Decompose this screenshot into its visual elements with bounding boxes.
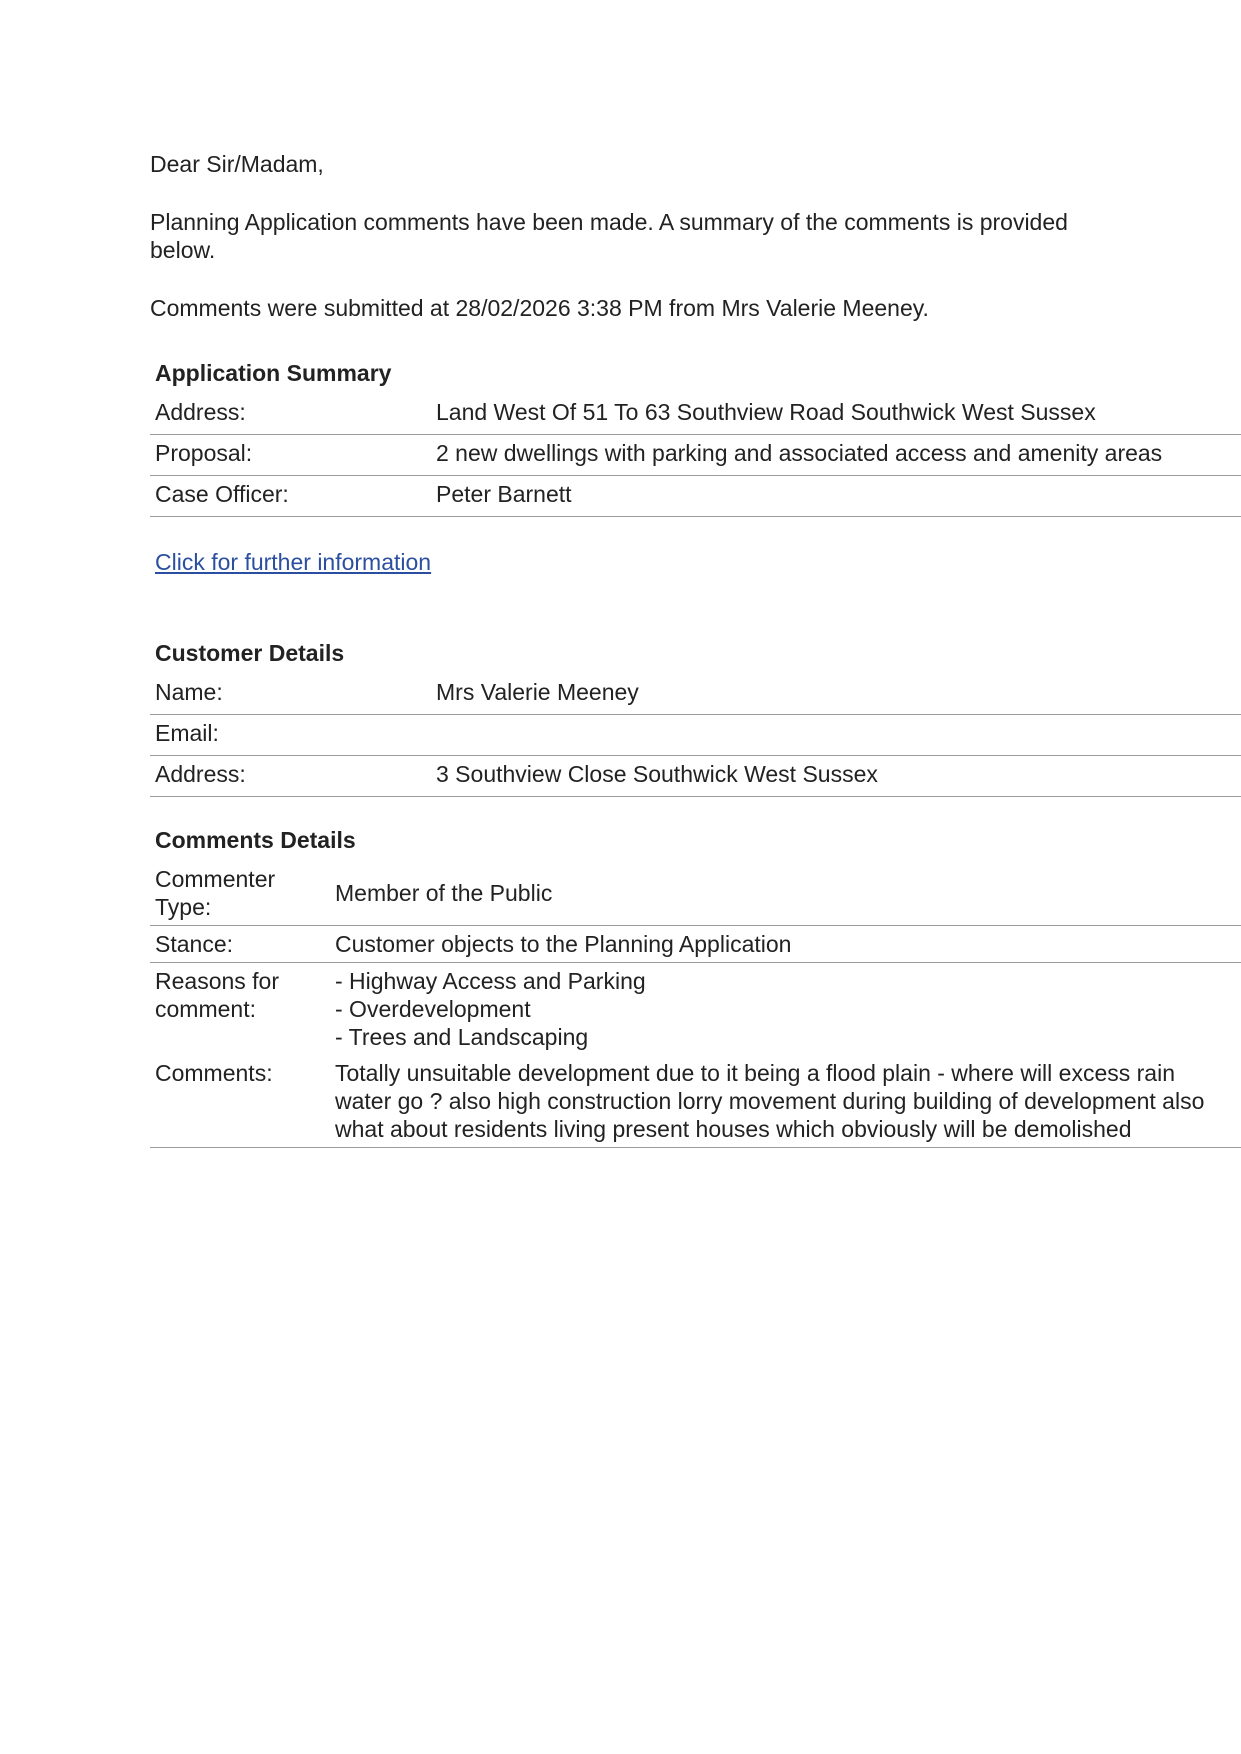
commenter-type-label: Commenter Type: (150, 861, 330, 926)
letter-page (150, 150, 1241, 1148)
customer-details-block (150, 636, 1241, 797)
reasons-list (330, 963, 1241, 1056)
reason-item: - Overdevelopment (335, 996, 531, 1022)
customer-address-label: Address: (150, 756, 431, 797)
submitted-text: Comments were submitted at 28/02/2026 3:38 PM from Mrs Valerie Meeney. (150, 295, 929, 321)
table-row (150, 861, 1241, 926)
greeting: Dear Sir/Madam, (150, 151, 324, 177)
further-info-link-wrap (150, 548, 1241, 582)
comments-details-table (150, 861, 1241, 1148)
table-row (150, 394, 1241, 435)
comments-label: Comments: (150, 1055, 330, 1148)
customer-details-table (150, 674, 1241, 797)
table-row (150, 1055, 1241, 1148)
table-row (150, 926, 1241, 963)
name-label: Name: (150, 674, 431, 715)
application-summary-table (150, 394, 1241, 517)
table-row (150, 435, 1241, 476)
case-officer-label: Case Officer: (150, 476, 431, 517)
table-row (150, 963, 1241, 1056)
application-summary-title: Application Summary (155, 360, 392, 386)
table-row (150, 674, 1241, 715)
customer-address-value: 3 Southview Close Southwick West Sussex (431, 756, 1241, 797)
address-label: Address: (150, 394, 431, 435)
further-info-link[interactable]: Click for further information (155, 549, 432, 575)
intro-text: Planning Application comments have been made. A summary of the comments is provided below. (150, 209, 1068, 263)
name-value: Mrs Valerie Meeney (431, 674, 1241, 715)
case-officer-value: Peter Barnett (431, 476, 1241, 517)
stance-value: Customer objects to the Planning Application (330, 926, 1241, 963)
table-row (150, 476, 1241, 517)
email-label: Email: (150, 715, 431, 756)
table-row (150, 715, 1241, 756)
reasons-label: Reasons for comment: (155, 968, 280, 1022)
reason-item: - Trees and Landscaping (335, 1024, 589, 1050)
email-value (431, 715, 1241, 756)
stance-label: Stance: (150, 926, 330, 963)
customer-details-title: Customer Details (155, 640, 345, 666)
comments-details-title: Comments Details (155, 827, 356, 853)
address-value: Land West Of 51 To 63 Southview Road Southwick West Sussex (431, 394, 1241, 435)
proposal-value: 2 new dwellings with parking and associated access and amenity areas (431, 435, 1241, 476)
comments-value: Totally unsuitable development due to it being a flood plain - where will excess rain water go ? also high construction lorry movement during building of development also what about residents living present houses which obviously will be demolished (330, 1055, 1241, 1148)
reason-item: - Highway Access and Parking (335, 968, 646, 994)
proposal-label: Proposal: (150, 435, 431, 476)
commenter-type-value: Member of the Public (330, 861, 1241, 926)
table-row (150, 756, 1241, 797)
